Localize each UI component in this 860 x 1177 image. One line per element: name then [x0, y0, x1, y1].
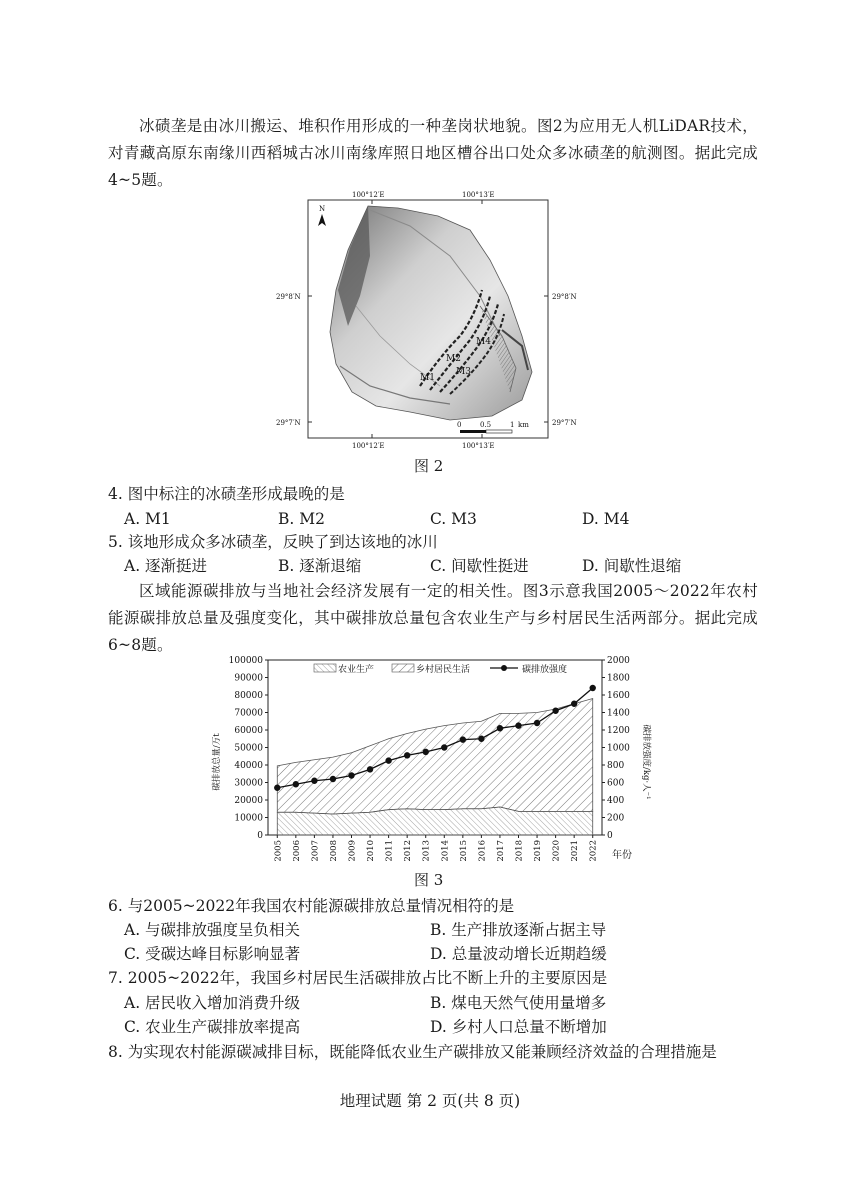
y-tick-label-70000: 70000	[234, 708, 263, 719]
intensity-point-2012	[404, 752, 410, 758]
y2-tick-label-2000: 2000	[607, 656, 630, 666]
x-tick-label-2006: 2006	[291, 840, 302, 862]
y-tick-label-60000: 60000	[234, 726, 263, 736]
north-label: N	[319, 205, 326, 213]
y-axis-label: 碳排放总量/万t	[212, 733, 222, 791]
question-6-stem: 6. 与2005~2022年我国农村能源碳排放总量情况相符的是	[108, 897, 515, 915]
intensity-point-2009	[348, 772, 354, 778]
legend-swatch-life	[392, 664, 414, 672]
intensity-point-2013	[423, 749, 429, 755]
x-tick-label-2018: 2018	[514, 840, 525, 862]
lat-lower-right: 29°7′N	[552, 419, 577, 427]
question-4-option-a: A. M1	[124, 510, 171, 528]
question-4-option-c: C. M3	[430, 510, 477, 528]
y2-tick-label-200: 200	[607, 813, 625, 824]
moraine-label-m3: M3	[456, 367, 471, 377]
y-tick-label-90000: 90000	[234, 673, 263, 684]
question-7-option-d: D. 乡村人口总量不断增加	[430, 1018, 607, 1036]
y-tick-label-20000: 20000	[234, 796, 263, 806]
y2-tick-label-1400: 1400	[607, 708, 630, 719]
intensity-point-2008	[330, 776, 336, 782]
legend-swatch-agri	[314, 664, 336, 672]
x-tick-label-2011: 2011	[384, 840, 395, 862]
x-tick-label-2009: 2009	[347, 840, 358, 862]
intensity-point-2005	[274, 785, 280, 791]
lon-bottom-left: 100°12′E	[352, 442, 385, 450]
figure-2-lidar-map	[270, 186, 590, 456]
moraine-label-m1: M1	[420, 373, 435, 383]
question-4-option-d: D. M4	[582, 510, 630, 528]
figure-2-caption: 图 2	[414, 457, 444, 475]
question-7-option-a: A. 居民收入增加消费升级	[124, 994, 301, 1012]
y-tick-label-30000: 30000	[234, 778, 263, 789]
intensity-point-2022	[590, 685, 596, 691]
intensity-point-2015	[460, 736, 466, 742]
figure-3-caption: 图 3	[414, 871, 444, 889]
question-5-option-a: A. 逐渐挺进	[124, 557, 208, 575]
figure-3-chart	[200, 650, 660, 870]
lat-lower-left: 29°7′N	[276, 419, 301, 427]
x-tick-label-2007: 2007	[310, 840, 321, 862]
lat-upper-right: 29°8′N	[552, 293, 577, 301]
intensity-point-2011	[385, 757, 391, 763]
y2-tick-label-1000: 1000	[607, 743, 630, 754]
y2-tick-label-600: 600	[607, 778, 625, 789]
x-tick-label-2016: 2016	[477, 840, 488, 862]
intensity-point-2007	[311, 778, 317, 784]
question-6-option-b: B. 生产排放逐渐占据主导	[430, 921, 607, 939]
scale-label-1: 1	[510, 421, 515, 429]
y2-axis-label: 碳排放强度/kg·人⁻¹	[641, 724, 651, 800]
intensity-point-2017	[497, 725, 503, 731]
y-tick-label-10000: 10000	[234, 813, 263, 824]
lon-bottom-right: 100°13′E	[462, 442, 495, 450]
y2-tick-label-1200: 1200	[607, 726, 630, 736]
y2-tick-label-800: 800	[607, 761, 625, 771]
x-tick-label-2015: 2015	[458, 840, 469, 862]
intensity-point-2014	[441, 744, 447, 750]
question-5-option-b: B. 逐渐退缩	[278, 557, 362, 575]
question-6-option-a: A. 与碳排放强度呈负相关	[124, 921, 301, 939]
area-life	[277, 699, 592, 815]
chart-legend	[314, 663, 567, 675]
y2-tick-label-1600: 1600	[607, 691, 630, 701]
question-5-stem: 5. 该地形成众多冰碛垄，反映了到达该地的冰川	[108, 533, 438, 551]
moraine-label-m2: M2	[446, 354, 461, 364]
y-tick-label-80000: 80000	[234, 691, 263, 701]
y-tick-label-40000: 40000	[234, 761, 263, 771]
intensity-point-2016	[478, 736, 484, 742]
intensity-point-2010	[367, 766, 373, 772]
x-tick-label-2021: 2021	[570, 840, 581, 862]
passage-carbon: 区域能源碳排放与当地社会经济发展有一定的相关性。图3示意我国2005～2022年农村能源碳排放总量及强度变化，其中碳排放总量包含农业生产与乡村居民生活两部分。据此完成6~8题。	[108, 582, 758, 654]
x-tick-label-2010: 2010	[366, 840, 377, 862]
x-tick-label-2020: 2020	[551, 840, 562, 862]
lon-top-right: 100°13′E	[462, 191, 495, 199]
x-tick-label-2005: 2005	[273, 840, 284, 862]
y-tick-label-100000: 100000	[228, 656, 263, 666]
lon-top-left: 100°12′E	[352, 191, 385, 199]
question-7-option-c: C. 农业生产碳排放率提高	[124, 1018, 301, 1036]
x-tick-label-2012: 2012	[403, 840, 414, 862]
scale-bar	[460, 430, 512, 433]
question-7-stem: 7. 2005~2022年，我国乡村居民生活碳排放占比不断上升的主要原因是	[108, 969, 608, 987]
passage-moraine: 冰碛垄是由冰川搬运、堆积作用形成的一种垄岗状地貌。图2为应用无人机LiDAR技术，对青藏高原东南缘川西稻城古冰川南缘库照日地区槽谷出口处众多冰碛垄的航测图。据此完成4~5题。	[108, 117, 758, 189]
legend-label-life: 乡村居民生活	[416, 665, 471, 675]
intensity-point-2018	[515, 722, 521, 728]
x-tick-label-2014: 2014	[440, 840, 451, 862]
x-tick-label-2017: 2017	[495, 840, 506, 862]
question-5-option-d: D. 间歇性退缩	[582, 557, 682, 575]
intensity-point-2020	[552, 708, 558, 714]
y-tick-label-0: 0	[257, 831, 263, 841]
question-6-option-c: C. 受碳达峰目标影响显著	[124, 945, 301, 963]
scale-label-0: 0	[457, 421, 462, 429]
intensity-point-2019	[534, 720, 540, 726]
scale-unit: km	[518, 421, 529, 429]
y2-tick-label-400: 400	[607, 796, 625, 806]
x-tick-label-2019: 2019	[533, 840, 544, 862]
scale-label-half: 0.5	[480, 421, 492, 429]
y2-tick-label-1800: 1800	[607, 673, 630, 684]
moraine-label-m4: M4	[476, 337, 491, 347]
question-6-option-d: D. 总量波动增长近期趋缓	[430, 945, 607, 963]
x-tick-label-2008: 2008	[328, 840, 339, 862]
lat-upper-left: 29°8′N	[276, 293, 301, 301]
y-tick-label-50000: 50000	[234, 743, 263, 754]
page-footer: 地理试题 第 2 页(共 8 页)	[339, 1092, 521, 1110]
y2-tick-label-0: 0	[607, 831, 613, 841]
intensity-point-2006	[293, 781, 299, 787]
x-axis-label: 年份	[612, 850, 632, 861]
legend-label-agri: 农业生产	[338, 665, 375, 675]
question-5-option-c: C. 间歇性挺进	[430, 557, 529, 575]
question-4-stem: 4. 图中标注的冰碛垄形成最晚的是	[108, 485, 345, 503]
x-tick-label-2013: 2013	[421, 840, 432, 862]
question-4-option-b: B. M2	[278, 510, 325, 528]
intensity-point-2021	[571, 701, 577, 707]
legend-label-intensity: 碳排放强度	[522, 665, 568, 675]
question-8-stem: 8. 为实现农村能源碳减排目标，既能降低农业生产碳排放又能兼顾经济效益的合理措施是	[108, 1043, 717, 1061]
x-tick-label-2022: 2022	[588, 840, 599, 862]
question-7-option-b: B. 煤电天然气使用量增多	[430, 994, 607, 1012]
